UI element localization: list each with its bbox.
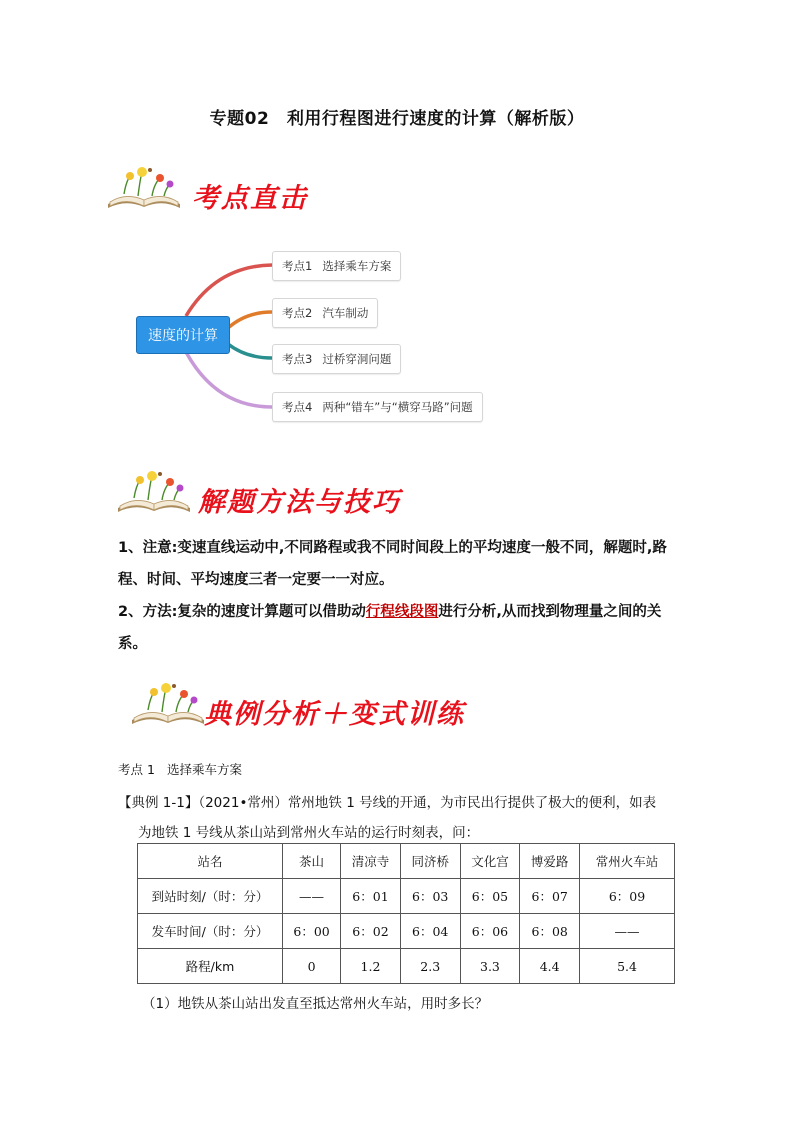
table-cell: 1.2 [341,949,401,984]
question-1: （1）地铁从茶山站出发直至抵达常州火车站，用时多长？ [142,996,489,1012]
node-key: 考点3 [282,352,313,366]
node-key: 考点2 [282,306,313,320]
table-cell: 3.3 [460,949,520,984]
table-cell: 到站时刻/（时：分） [138,879,283,914]
section-kaodian [104,164,364,224]
section-fangfa [114,468,434,528]
table-row [138,844,675,879]
node-key: 考点4 [282,400,313,414]
table-cell: 5.4 [580,949,675,984]
table-cell: 6：06 [460,914,520,949]
table-cell: 博爱路 [520,844,580,879]
book-flower-emblem-icon [104,164,184,214]
table-cell: 6：08 [520,914,580,949]
table-cell: 常州火车站 [580,844,675,879]
table-row [138,879,675,914]
mindmap-node-4 [272,392,483,422]
table-cell: 0 [283,949,341,984]
mindmap-node-3 [272,344,401,374]
node-key: 考点1 [282,259,313,273]
table-cell: 同济桥 [400,844,460,879]
node-text: 两种“错车”与“横穿马路”问题 [322,400,473,414]
node-text: 选择乘车方案 [322,259,392,273]
mindmap-node-2 [272,298,378,328]
timetable [137,843,675,984]
method-text: 2、方法:复杂的速度计算题可以借助动 [118,604,366,620]
table-cell: 6：04 [400,914,460,949]
method-text: 进行分析,从而找到物理量之间的关系。 [118,604,662,652]
section-title-dianli: 典例分析＋变式训练 [204,699,465,730]
table-cell: 发车时间/（时：分） [138,914,283,949]
table-cell: 6：03 [400,879,460,914]
table-cell: 站名 [138,844,283,879]
table-row [138,914,675,949]
example-intro [118,788,688,848]
mindmap-root: 速度的计算 [136,316,230,354]
table-cell: 路程/km [138,949,283,984]
table-cell: 6：01 [341,879,401,914]
section-title-kaodian: 考点直击 [192,183,308,214]
table-cell: —— [283,879,341,914]
method-paragraph-1: 1、注意:变速直线运动中,不同路程或我不同时间段上的平均速度一般不同，解题时,路程、时间、平均速度三者一定要一一对应。 [118,540,667,588]
page-title: 专题02 利用行程图进行速度的计算（解析版） [209,109,585,129]
method-paragraph-2 [118,596,678,660]
table-cell: 6：02 [341,914,401,949]
mindmap-node-1 [272,251,401,281]
table-cell: 2.3 [400,949,460,984]
table-cell: 6：07 [520,879,580,914]
book-flower-emblem-icon [114,468,194,518]
kaodian-text: 选择乘车方案 [166,762,242,777]
section-dianli [128,680,488,740]
table-row [138,949,675,984]
kaodian-number: 考点 1 [118,762,155,777]
section-title-fangfa: 解题方法与技巧 [198,487,401,518]
node-text: 过桥穿洞问题 [322,352,392,366]
example-line-1: 【典例 1-1】（2021•常州）常州地铁 1 号线的开通，为市民出行提供了极大的便利，如表 [118,795,657,811]
table-cell: 文化宫 [460,844,520,879]
kaodian-heading [118,760,242,778]
table-cell: 6：05 [460,879,520,914]
example-line-2: 为地铁 1 号线从茶山站到常州火车站的运行时刻表，问： [138,825,480,841]
method-link[interactable]: 行程线段图 [365,604,439,620]
table-cell: 6：09 [580,879,675,914]
table-cell: —— [580,914,675,949]
table-cell: 清凉寺 [341,844,401,879]
table-cell: 6：00 [283,914,341,949]
mindmap [136,244,536,434]
book-flower-emblem-icon [128,680,208,730]
node-text: 汽车制动 [322,306,369,320]
table-cell: 茶山 [283,844,341,879]
table-cell: 4.4 [520,949,580,984]
